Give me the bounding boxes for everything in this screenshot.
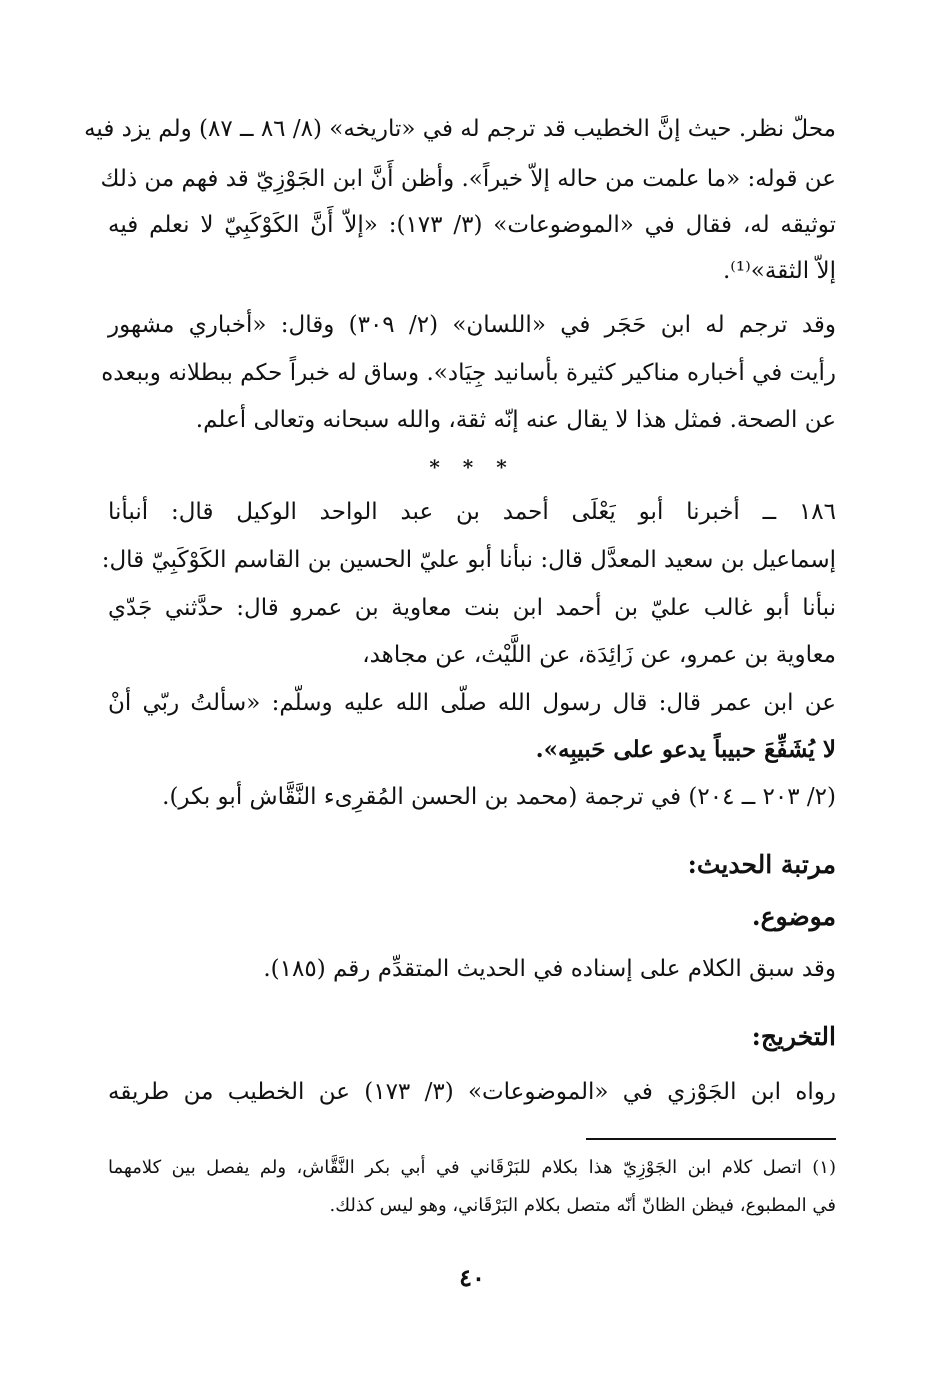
paragraph-line: إلاّ الثقة»⁽¹⁾. <box>722 258 836 284</box>
footnote-line: (١) اتصل كلام ابن الجَوْزِيّ هذا بكلام للبَرْقَاني في أبي بكر النَّقَّاش، ولم يفصل بين كلامهما <box>108 1157 836 1178</box>
takhrij-text: رواه ابن الجَوْزي في «الموضوعات» (٣/ ١٧٣) عن الخطيب من طريقه <box>108 1079 837 1105</box>
hadith-chain-line: إسماعيل بن سعيد المعدَّل قال: نبأنا أبو عليّ الحسين بن القاسم الكَوْكَبِيّ قال: <box>101 547 836 573</box>
paragraph-line: وقد ترجم له ابن حَجَر في «اللسان» (٢/ ٣٠٩) وقال: «أخباري مشهور <box>108 312 836 338</box>
heading-hadith-rank: مرتبة الحديث: <box>687 850 836 879</box>
heading-takhrij: التخريج: <box>751 1022 836 1051</box>
footnote-divider <box>586 1138 836 1140</box>
hadith-chain-line: نبأنا أبو غالب عليّ بن أحمد ابن بنت معاوية بن عمرو قال: حدَّثني جَدّي <box>108 595 836 621</box>
section-separator: * * * <box>429 455 515 479</box>
paragraph-line: محلّ نظر. حيث إنَّ الخطيب قد ترجم له في «تاريخه» (٨/ ٨٦ ــ ٨٧) ولم يزد فيه <box>84 116 836 142</box>
paragraph-line: توثيقه له، فقال في «الموضوعات» (٣/ ١٧٣): «إلاّ أَنَّ الكَوْكَبِيّ لا نعلم فيه <box>108 212 837 238</box>
hadith-rank-value: موضوع. <box>751 902 836 931</box>
page-number: ٤٠ <box>459 1263 485 1292</box>
hadith-chain-line: ١٨٦ ــ أخبرنا أبو يَعْلَى أحمد بن عبد الواحد الوكيل قال: أنبأنا <box>108 499 836 525</box>
hadith-text-line: لا يُشَفِّعَ حبيباً يدعو على حَبيبِه». <box>535 736 836 763</box>
paragraph-line: رأيت في أخباره مناكير كثيرة بأسانيد جِيَاد». وساق له خبراً حكم ببطلانه وببعده <box>101 360 836 386</box>
hadith-chain-line: معاوية بن عمرو، عن زَائِدَة، عن اللَّيْث، عن مجاهد، <box>362 642 836 668</box>
hadith-rank-note: وقد سبق الكلام على إسناده في الحديث المتقدِّم رقم (١٨٥). <box>263 956 836 982</box>
footnote-line: في المطبوع، فيظن الظانّ أنّه متصل بكلام البَرْقَاني، وهو ليس كذلك. <box>329 1195 836 1216</box>
source-reference: (٢/ ٢٠٣ ــ ٢٠٤) في ترجمة (محمد بن الحسن المُقرِىء النَّقَّاش أبو بكر). <box>162 784 836 810</box>
hadith-text-line: عن ابن عمر قال: قال رسول الله صلّى الله عليه وسلّم: «سألتُ ربّي أنْ <box>108 690 836 716</box>
paragraph-line: عن قوله: «ما علمت من حاله إلاّ خيراً». وأظن أَنَّ ابن الجَوْزِيّ قد فهم من ذلك <box>100 166 836 192</box>
paragraph-line: عن الصحة. فمثل هذا لا يقال عنه إنّه ثقة، والله سبحانه وتعالى أعلم. <box>195 407 836 433</box>
